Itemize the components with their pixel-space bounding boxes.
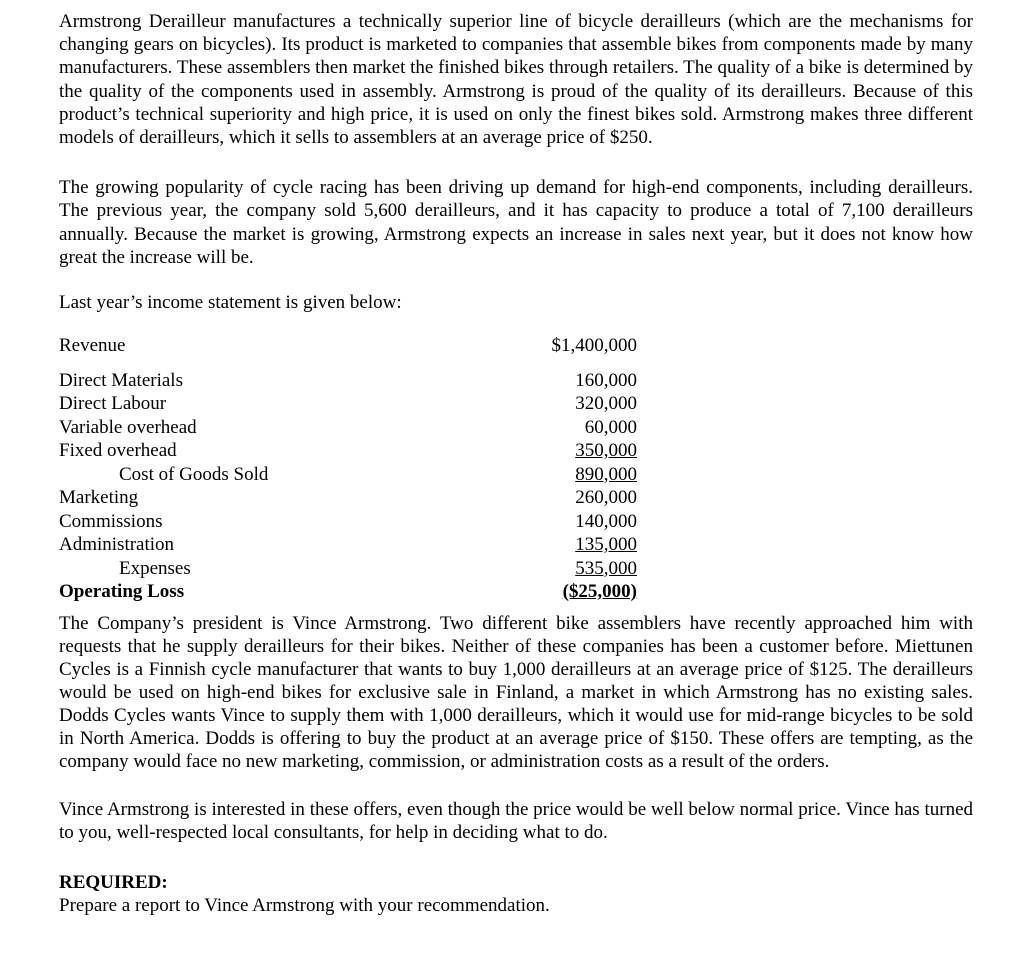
fixed-overhead-amount: 350,000 (575, 440, 637, 462)
required-text: Prepare a report to Vince Armstrong with your recommendation. (59, 894, 550, 916)
paragraph-market-growth: The growing popularity of cycle racing has been driving up demand for high-end components, including derailleurs. The previous year, the company sold 5,600 derailleurs, and it has capacity to produce a total of 7,100 derailleurs annually. Because the market is growing, Armstrong expects an increase in sales next year, but it does not know how great the increase will be. (59, 177, 973, 268)
income-statement-intro: Last year’s income statement is given below: (59, 292, 402, 314)
administration-amount: 135,000 (575, 534, 637, 556)
commissions-amount: 140,000 (575, 510, 637, 532)
administration-label: Administration (59, 534, 175, 556)
operating-loss-label: Operating Loss (59, 581, 185, 603)
operating-loss-amount: ($25,000) (562, 581, 637, 603)
statement-row-variable-overhead (59, 416, 659, 440)
statement-row-direct-labour (59, 392, 659, 416)
statement-row-operating-loss (59, 580, 659, 604)
cogs-amount: 890,000 (575, 463, 637, 485)
expenses-label: Expenses (119, 557, 191, 579)
revenue-amount: $1,400,000 (551, 335, 637, 357)
statement-row-marketing (59, 486, 659, 510)
direct-materials-label: Direct Materials (59, 369, 183, 391)
statement-gap (59, 358, 659, 369)
document-page (59, 10, 973, 917)
statement-row-cogs (59, 463, 659, 487)
paragraph-offers: The Company’s president is Vince Armstrong. Two different bike assemblers have recently approached him with requests that he supply derailleurs for their bikes. Neither of these companies has been a customer before. Miettunen Cycles is a Finnish cycle manufacturer that wants to buy 1,000 derailleurs at an average price of $125. The derailleurs would be used on high-end bikes for exclusive sale in Finland, a market in which Armstrong has no existing sales. Dodds Cycles wants Vince to supply them with 1,000 derailleurs, which it would use for mid-range bicycles to be sold in North America. Dodds is offering to buy the product at an average price of $150. These offers are tempting, as the company would face no new marketing, commission, or administration costs as a result of the orders. (59, 612, 973, 773)
commissions-label: Commissions (59, 510, 163, 532)
statement-row-expenses (59, 557, 659, 581)
required-heading: REQUIRED: (59, 871, 168, 893)
statement-row-revenue (59, 334, 659, 358)
revenue-label: Revenue (59, 335, 126, 357)
paragraph-consultants: Vince Armstrong is interested in these offers, even though the price would be well below normal price. Vince has turned to you, well-respected local consultants, for help in deciding what to do. (59, 799, 973, 844)
variable-overhead-amount: 60,000 (584, 416, 637, 438)
marketing-amount: 260,000 (575, 487, 637, 509)
statement-row-administration (59, 533, 659, 557)
direct-labour-amount: 320,000 (575, 393, 637, 415)
direct-materials-amount: 160,000 (575, 369, 637, 391)
marketing-label: Marketing (59, 487, 139, 509)
statement-row-commissions (59, 510, 659, 534)
fixed-overhead-label: Fixed overhead (59, 440, 177, 462)
income-statement (59, 334, 659, 604)
statement-row-direct-materials (59, 369, 659, 393)
direct-labour-label: Direct Labour (59, 393, 167, 415)
variable-overhead-label: Variable overhead (59, 416, 197, 438)
paragraph-company-overview: Armstrong Derailleur manufactures a technically superior line of bicycle derailleurs (which are the mechanisms for changing gears on bicycles). Its product is marketed to companies that assemble bikes from components made by many manufacturers. These assemblers then market the finished bikes through retailers. The quality of a bike is determined by the quality of the components used in assembly. Armstrong is proud of the quality of its derailleurs. Because of this product’s technical superiority and high price, it is used on only the finest bikes sold. Armstrong makes three different models of derailleurs, which it sells to assemblers at an average price of $250. (59, 11, 973, 149)
expenses-amount: 535,000 (575, 557, 637, 579)
cogs-label: Cost of Goods Sold (119, 463, 269, 485)
statement-row-fixed-overhead (59, 439, 659, 463)
